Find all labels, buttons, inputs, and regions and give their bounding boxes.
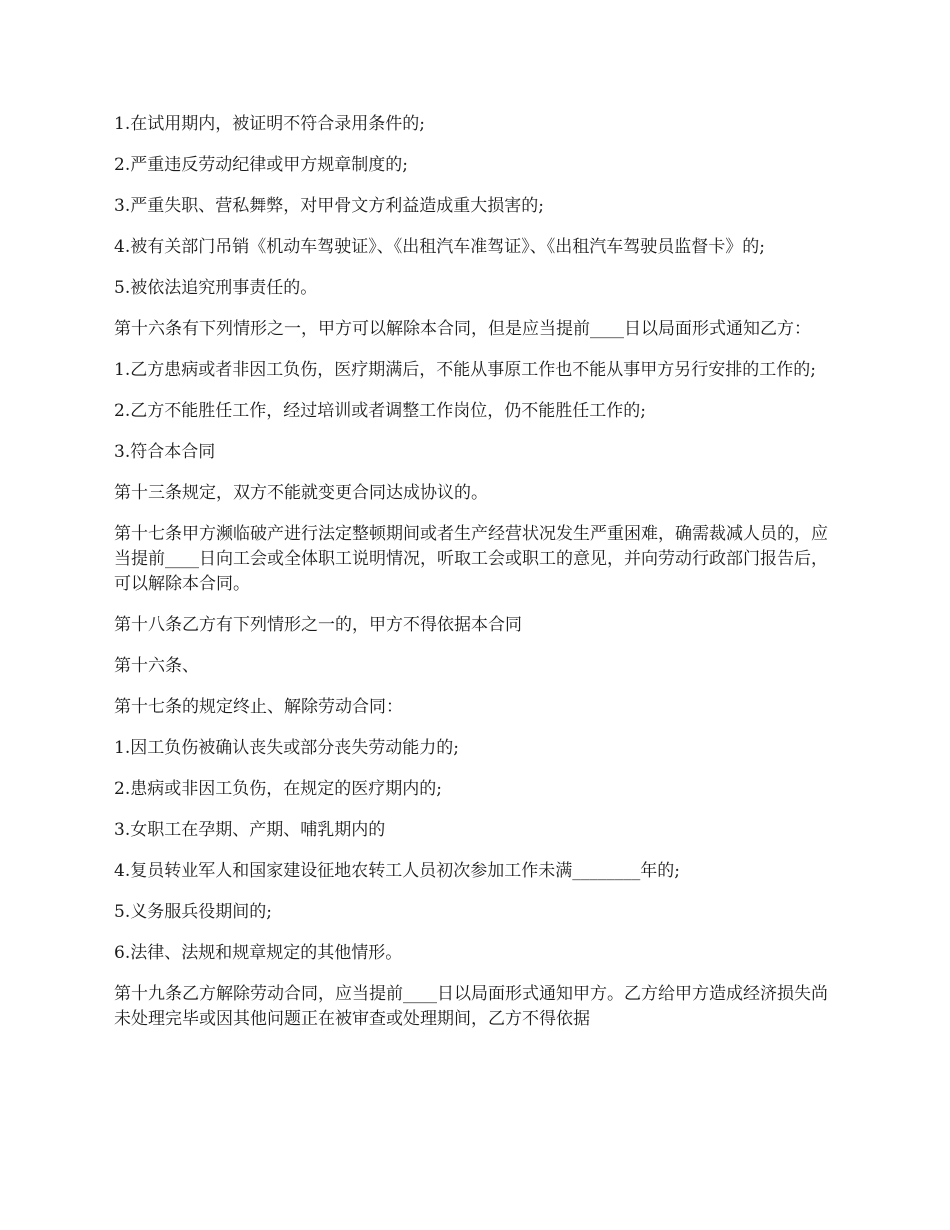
paragraph-17: 3.女职工在孕期、产期、哺乳期内的	[114, 820, 386, 840]
document-body	[114, 112, 838, 1048]
paragraph-1: 1.在试用期内，被证明不符合录用条件的;	[114, 114, 425, 134]
paragraph-18: 4.复员转业军人和国家建设征地农转工人员初次参加工作未满________年的;	[114, 861, 680, 881]
paragraph-5: 5.被依法追究刑事责任的。	[114, 278, 318, 298]
article-19: 第十九条乙方解除劳动合同，应当提前____日以局面形式通知甲方。乙方给甲方造成经济损失尚未处理完毕或因其他问题正在被审查或处理期间，乙方不得依据	[114, 984, 828, 1029]
article-17: 第十七条甲方濒临破产进行法定整顿期间或者生产经营状况发生严重困难，确需裁减人员的，应当提前____日向工会或全体职工说明情况，听取工会或职工的意见，并向劳动行政部门报告后，可以解除本合同。	[114, 524, 828, 594]
paragraph-4: 4.被有关部门吊销《机动车驾驶证》、《出租汽车准驾证》、《出租汽车驾驶员监督卡》的;	[114, 237, 765, 257]
paragraph-13: 第十六条、	[114, 656, 199, 676]
paragraph-3: 3.严重失职、营私舞弊，对甲骨文方利益造成重大损害的;	[114, 196, 544, 216]
article-16: 第十六条有下列情形之一，甲方可以解除本合同，但是应当提前____日以局面形式通知乙方：	[114, 319, 811, 339]
paragraph-20: 6.法律、法规和规章规定的其他情形。	[114, 943, 403, 963]
paragraph-19: 5.义务服兵役期间的;	[114, 902, 272, 922]
paragraph-8: 2.乙方不能胜任工作，经过培训或者调整工作岗位，仍不能胜任工作的;	[114, 401, 646, 421]
paragraph-7: 1.乙方患病或者非因工负伤，医疗期满后，不能从事原工作也不能从事甲方另行安排的工作的;	[114, 360, 816, 380]
paragraph-10: 第十三条规定，双方不能就变更合同达成协议的。	[114, 483, 488, 503]
paragraph-16: 2.患病或非因工负伤，在规定的医疗期内的;	[114, 779, 442, 799]
paragraph-15: 1.因工负伤被确认丧失或部分丧失劳动能力的;	[114, 738, 459, 758]
paragraph-9: 3.符合本合同	[114, 442, 216, 462]
article-18: 第十八条乙方有下列情形之一的，甲方不得依据本合同	[114, 615, 522, 635]
paragraph-2: 2.严重违反劳动纪律或甲方规章制度的;	[114, 155, 408, 175]
paragraph-14: 第十七条的规定终止、解除劳动合同：	[114, 697, 403, 717]
